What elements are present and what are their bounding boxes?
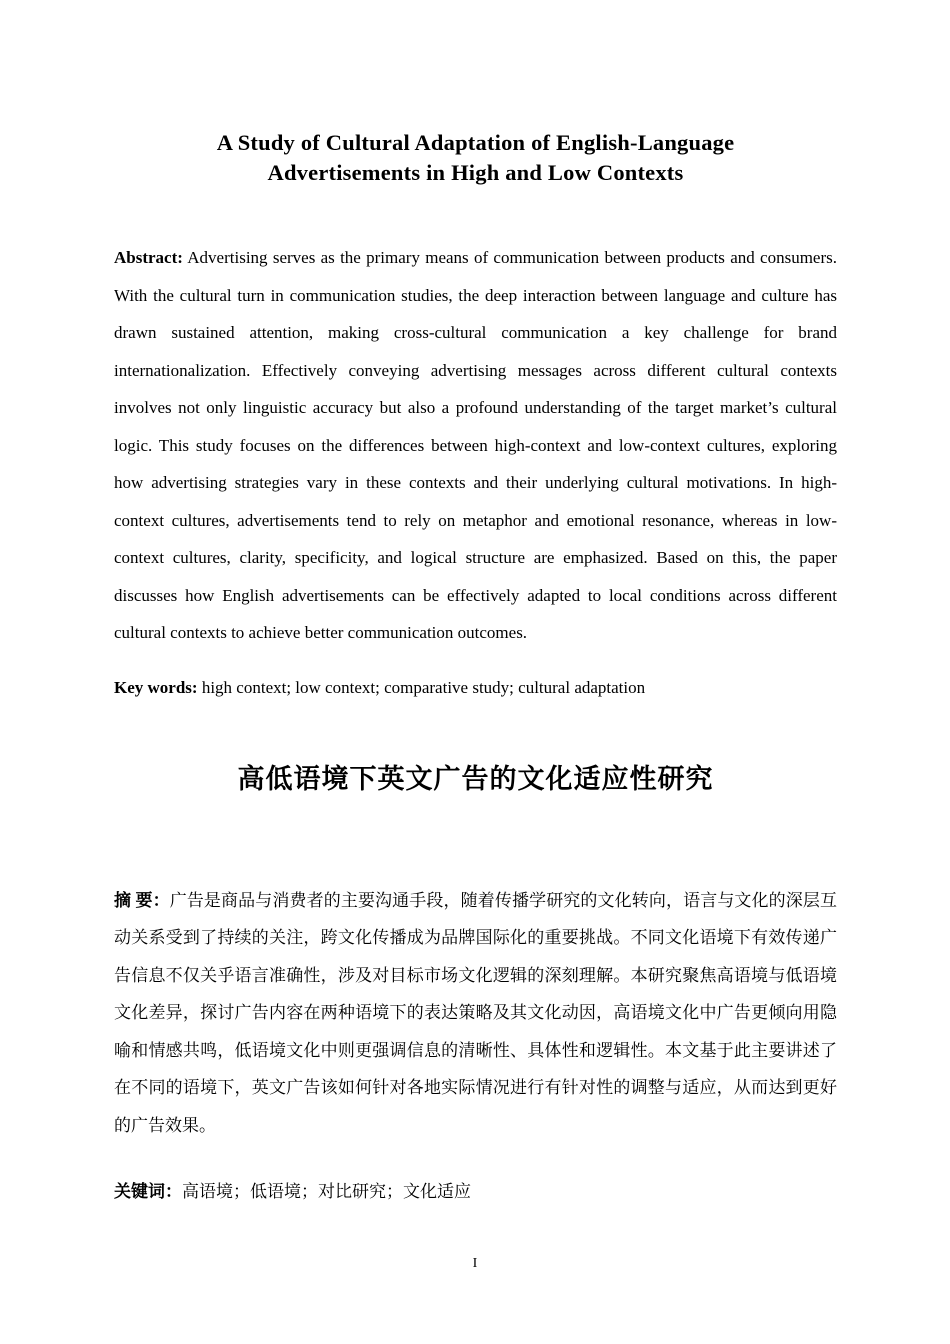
chinese-keywords-label: 关键词： xyxy=(114,1182,182,1202)
chinese-abstract-label: 摘 要： xyxy=(114,890,170,910)
english-abstract-text: Advertising serves as the primary means of communication between products and consumers. With the cultural turn in communication studies, the deep interaction between language and culture has drawn sustained attention, making cross-cultural communication a key challenge for brand internationalization. Effectively conveying advertising messages across different cultural contexts involves not only linguistic accuracy but also a profound understanding of the target market’s cultural logic. This study focuses on the differences between high-context and low-context cultures, exploring how advertising strategies vary in these contexts and their underlying cultural motivations. In high-context cultures, advertisements tend to rely on metaphor and emotional resonance, whereas in low-context cultures, clarity, specificity, and logical structure are emphasized. Based on this, the paper discusses how English advertisements can be effectively adapted to local conditions across different cultural contexts to achieve better communication outcomes. xyxy=(114,248,837,643)
english-keywords-label: Key words: xyxy=(114,677,198,697)
english-title-line-2: Advertisements in High and Low Contexts xyxy=(267,159,684,185)
english-abstract-paragraph xyxy=(114,239,837,652)
chinese-abstract-paragraph xyxy=(114,882,837,1145)
english-keywords-line xyxy=(114,673,837,703)
english-title xyxy=(114,128,837,187)
chinese-abstract-text: 广告是商品与消费者的主要沟通手段，随着传播学研究的文化转向，语言与文化的深层互动关系受到了持续的关注，跨文化传播成为品牌国际化的重要挑战。不同文化语境下有效传递广告信息不仅关乎语言准确性，涉及对目标市场文化逻辑的深刻理解。本研究聚焦高语境与低语境文化差异，探讨广告内容在两种语境下的表达策略及其文化动因，高语境文化中广告更倾向用隐喻和情感共鸣，低语境文化中则更强调信息的清晰性、具体性和逻辑性。本文基于此主要讲述了在不同的语境下，英文广告该如何针对各地实际情况进行有针对性的调整与适应，从而达到更好的广告效果。 xyxy=(114,890,837,1135)
chinese-keywords-text: 高语境；低语境；对比研究；文化适应 xyxy=(182,1182,471,1202)
chinese-title: 高低语境下英文广告的文化适应性研究 xyxy=(237,763,714,794)
english-title-line-1: A Study of Cultural Adaptation of English-Language xyxy=(216,130,735,155)
english-keywords-text: high context; low context; comparative study; cultural adaptation xyxy=(201,677,646,697)
chinese-keywords-line xyxy=(114,1177,837,1207)
page-number: I xyxy=(472,1256,478,1271)
english-abstract-label: Abstract: xyxy=(114,248,183,268)
